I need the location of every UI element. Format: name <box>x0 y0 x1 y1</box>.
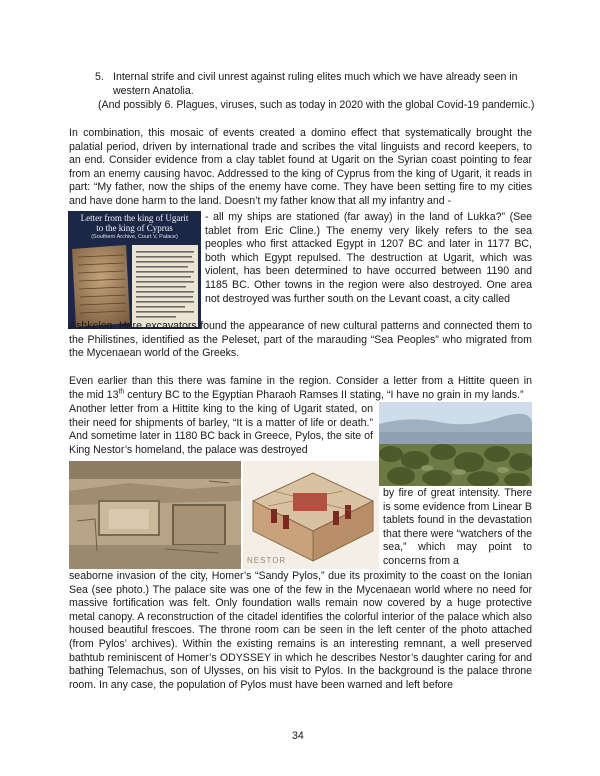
tablet-caption-line1: Letter from the king of Ugarit <box>80 213 189 223</box>
ordinal-superscript: th <box>118 388 125 396</box>
paragraph-2-line2 <box>69 389 524 403</box>
paragraph-2-side-middle: by fire of great intensity. There is some evidence from Linear B tablets found in the devastation that there were “watchers of the sea,” which may point to concerns from a <box>383 487 532 567</box>
paragraph-2-line1: Even earlier than this there was famine in the region. Consider a letter from a Hittite queen in <box>69 375 532 387</box>
reconstruction-art <box>243 461 379 569</box>
pylos-landscape-photo <box>379 402 532 486</box>
tablet-caption-line3: (Southern Archive, Court V, Palace) <box>91 234 178 240</box>
tablet-caption-line2: to the king of Cyprus <box>96 223 173 233</box>
paragraph-2-side-top: Another letter from a Hittite king to the king of Ugarit stated, on their need for shipments of barley, “It is a matter of life or death.” And sometime later in 1180 BC back in Greece, Pylos, the site of King Nestor’s homeland, the palace was destroyed <box>69 403 373 456</box>
ruins-photo-art <box>69 461 241 569</box>
list-item-5-line1: Internal strife and civil unrest against ruling elites much which we have already seen in <box>113 71 518 83</box>
landscape-photo-art <box>379 402 532 486</box>
reconstruction-label: NESTOR <box>247 556 287 565</box>
list-item-number: 5. <box>95 71 104 83</box>
paragraph-2-bottom: seaborne invasion of the city, Homer’s “Sandy Pylos,” due its proximity to the coast on the Ionian Sea (see photo.) The palace site was one of the few in the Mycenaean world where no need for massive fortification was felt. Only foundation walls remain now covered by a huge protective metal canopy. A reconstruction of the citadel identifies the colorful interior of the palace which also housed beautiful frescoes. The throne room can be seen in the left center of the photo attached (from Pylos’ archives). Within the existing remains is an interesting remnant, a well preserved bathtub reminiscent of Homer’s ODYSSEY in which he describes Nestor’s daughter caring for and bathing Telemachus, son of Ulysses, on his visit to Pylos. In the background is the palace throne room. In any case, the population of Pylos must have been warned and left before <box>69 570 532 691</box>
palace-reconstruction-image <box>243 461 379 569</box>
paragraph-2-line2-start: the mid 13 <box>69 389 119 401</box>
paragraph-1-top: In combination, this mosaic of events created a domino effect that systematically brought the palatial period, driven by international trade and scribes the vital linguists and record keepers, to an end. Consider evidence from a clay tablet found at Ugarit on the Syrian coast pointing to fear from an enemy causing havoc. Addressed to the king of Cyprus from the king of Ugarit, it reads in part: “My father, now the ships of the enemy have come. They have been setting fire to my cities and have done harm to the land. Doesn’t my father know that all my infantry and - <box>69 127 532 207</box>
ugarit-tablet-image <box>68 211 201 329</box>
list-item-6: (And possibly 6. Plagues, viruses, such as today in 2020 with the global Covid-19 pandemic.) <box>98 99 535 111</box>
pylos-ruins-photo <box>69 461 241 569</box>
page-number: 34 <box>292 730 304 742</box>
paragraph-1-side: - all my ships are stationed (far away) in the land of Lukka?” (See tablet from Eric Cline.) The enemy very likely refers to the sea peoples who first attacked Egypt in 1207 BC and later in 1177 BC, both which Egypt repulsed. The destruction at Ugarit, which was violent, has been determined to have occurred between 1190 and 1185 BC. Other towns in the region were also destroyed. One area not destroyed was further south on the Levant coast, a city called <box>205 211 532 305</box>
paragraph-2-line2-end: century BC to the Egyptian Pharaoh Ramses II stating, “I have no grain in my lands.” <box>124 389 524 401</box>
list-item-5-line2: western Anatolia. <box>113 85 194 97</box>
paragraph-1-bottom: Ashkelon. Here excavators found the appearance of new cultural patterns and connected them to the Philistines, identified as the Peleset, part of the marauding “Sea Peoples” who migrated from the Mycenaean world of the Greeks. <box>69 320 532 360</box>
